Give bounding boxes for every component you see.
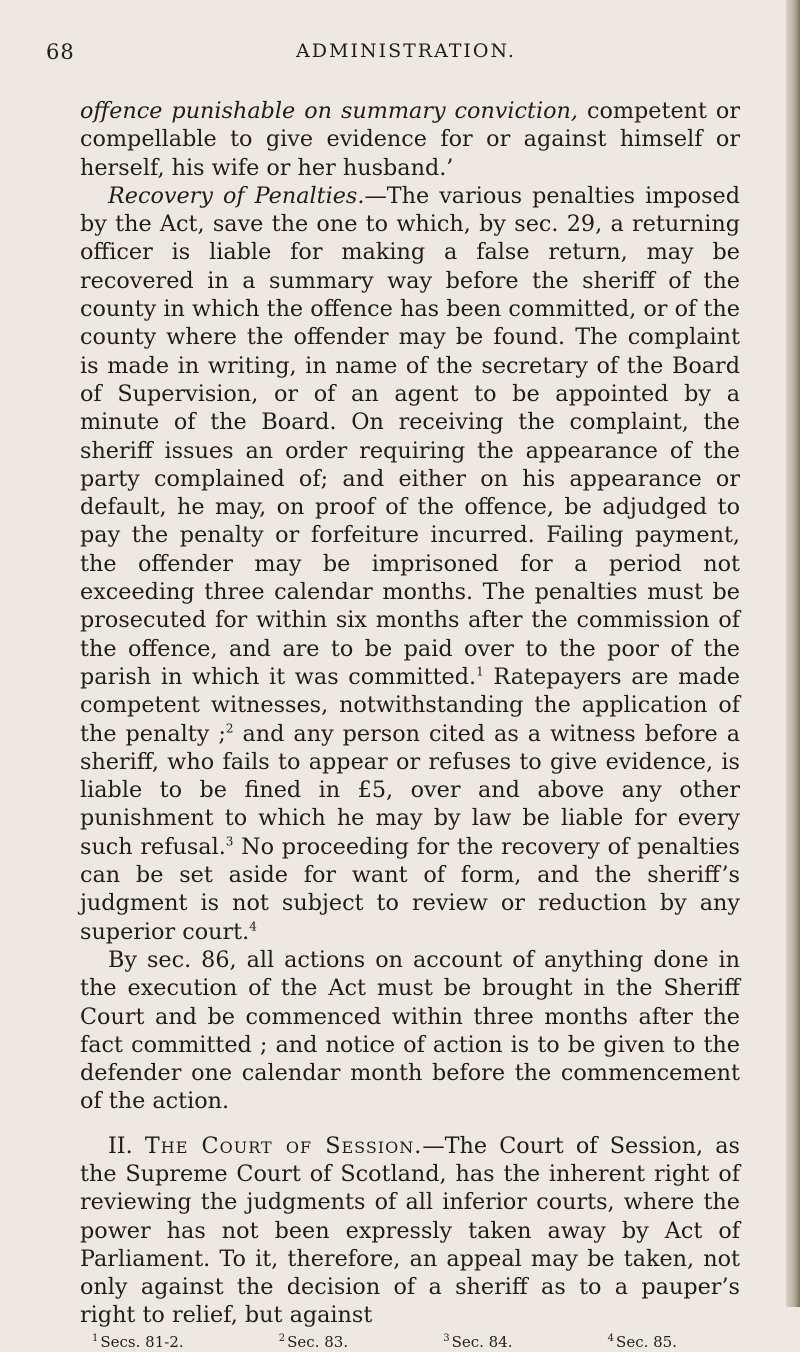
paragraph-recovery-of-penalties: [80, 182, 740, 946]
italic-lead: offence punishable on summary conviction,: [80, 98, 578, 124]
paragraph-offence-continuation: [80, 97, 740, 182]
footnote-ref-2: 2: [225, 721, 234, 736]
page-body: [80, 97, 740, 1352]
footnote-mark: 4: [607, 1332, 615, 1344]
paragraph-text: —The Court of Session, as the Supreme Court of Scotland, has the inherent right of reviewing the judgments of all inferior courts, where the power has not been expressly taken away by Act of Parliament. To it, therefore, an appeal may be taken, not only against the decision of a sheriff as to a pauper’s right to relief, but against: [80, 1132, 740, 1329]
footnote-mark: 2: [278, 1332, 286, 1344]
page-header: [46, 40, 726, 70]
paragraph-text: By sec. 86, all actions on account of anything done in the execution of the Act must be brought in the Sheriff Court and be commenced within three months after the fact committed ; and notice of action is to be given to the defender one calendar month before the commencement of the action.: [80, 946, 740, 1115]
paragraph-text: No proceeding for the recovery of penalties can be set aside for want of form, and the sheriff’s judgment is not subject to review or reduction by any superior court.: [80, 833, 740, 945]
footnote-mark: 1: [92, 1332, 99, 1344]
footnote-text: Sec. 85.: [616, 1332, 677, 1351]
footnote-ref-3: 3: [225, 834, 234, 849]
footnote-text: Secs. 81-2.: [100, 1332, 184, 1351]
footnote-2: [279, 1332, 348, 1352]
section-heading-recovery: Recovery of Penalties.: [108, 182, 365, 209]
paragraph-text: and any person cited as a witness before a sheriff, who fails to appear or refuses to give evidence, is liable to be fined in £5, over and above any other punishment to which he may by law be liable for every such refusal.: [80, 720, 740, 860]
footnote-ref-1: 1: [476, 664, 484, 679]
section-heading-court-of-session: The Court of Session.: [144, 1132, 423, 1159]
paragraph-text: competent or compellable to give evidence for or against himself or herself, his wife or her husband.’: [80, 98, 741, 181]
page-edge-shadow: [786, 0, 800, 1307]
paragraph-text: Ratepayers are made competent witnesses, notwithstanding the application of the penalty ;: [80, 663, 740, 747]
paragraph-text: —The various penalties imposed by the Act, save the one to which, by sec. 29, a returning officer is liable for making a false return, may be recovered in a summary way before the sheriff of the county in which the offence has been committed, or of the county where the offender may be found. The complaint is made in writing, in name of the secretary of the Board of Supervision, or of an agent to be appointed by a minute of the Board. On receiving the complaint, the sheriff issues an order requiring the appearance of the party complained of; and either on his appearance or default, he may, on proof of the offence, be adjudged to pay the penalty or forfeiture incurred. Failing payment, the offender may be imprisoned for a period not exceeding three calendar months. The penalties must be prosecuted for within six months after the commission of the offence, and are to be paid over to the poor of the parish in which it was committed.: [80, 182, 740, 690]
footnote-text: Sec. 83.: [287, 1332, 349, 1351]
footnote-ref-4: 4: [249, 919, 257, 934]
page-number: 68: [46, 40, 75, 64]
footnote-1: [92, 1332, 184, 1352]
section-numeral: II.: [108, 1132, 133, 1159]
paragraph-sec-86: [80, 946, 740, 1116]
footnote-text: Sec. 84.: [451, 1332, 513, 1351]
footnotes: [92, 1332, 677, 1352]
footnote-mark: 3: [443, 1332, 450, 1344]
footnote-3: [443, 1332, 512, 1352]
running-title: ADMINISTRATION.: [296, 40, 516, 62]
paragraph-court-of-session: [80, 1132, 740, 1330]
footnote-4: [608, 1332, 677, 1352]
